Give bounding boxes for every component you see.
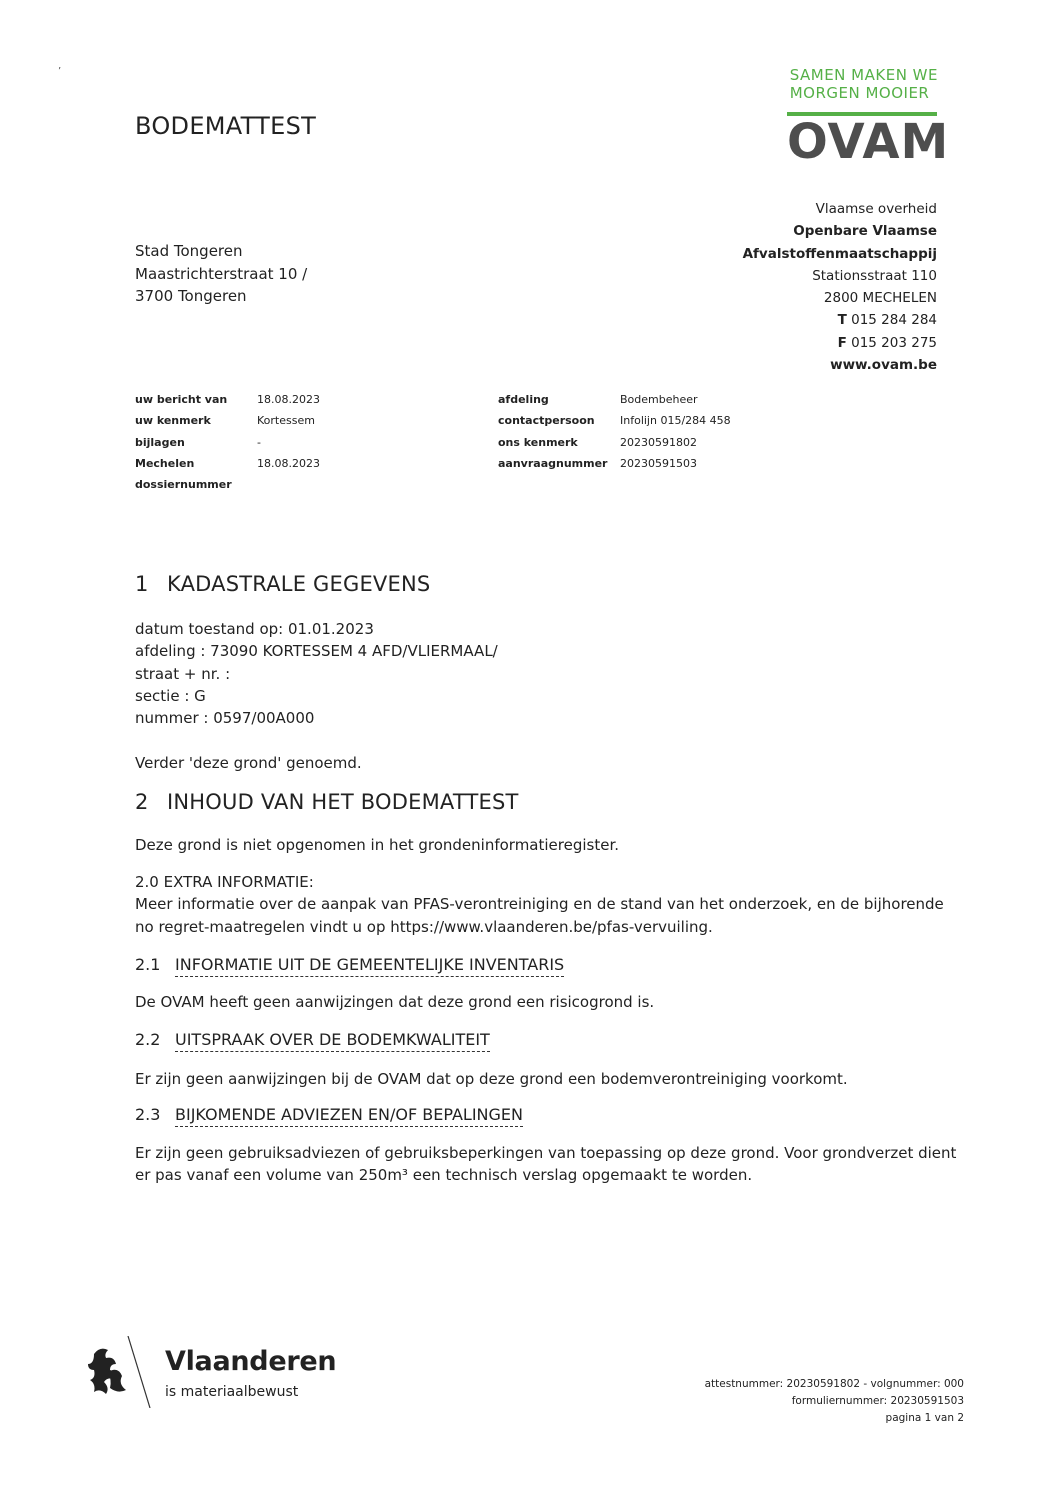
cadastral-division: afdeling : 73090 KORTESSEM 4 AFD/VLIERMAAL/ — [135, 642, 498, 661]
form-number: formuliernummer: 20230591503 — [791, 1395, 964, 1408]
subsection-2-3-text — [135, 1142, 965, 1187]
sender-city: 2800 MECHELEN — [823, 290, 937, 307]
ovam-slogan — [790, 66, 938, 102]
meta-value: 20230591503 — [620, 456, 697, 470]
meta-value: - — [257, 435, 261, 449]
cadastral-number: nummer : 0597/00A000 — [135, 709, 315, 728]
meta-label: afdeling — [498, 393, 549, 406]
meta-right-labels — [498, 389, 607, 474]
sender-agency-2: Afvalstoffenmaatschappij — [742, 245, 937, 262]
meta-value: Infolijn 015/284 458 — [620, 414, 731, 428]
section-2-intro: Deze grond is niet opgenomen in het grondeninformatieregister. — [135, 836, 620, 854]
document-title: BODEMATTEST — [135, 112, 317, 140]
sender-agency-1: Openbare Vlaamse — [793, 223, 937, 240]
subsection-2-1-text: De OVAM heeft geen aanwijzingen dat deze grond een risicogrond is. — [135, 993, 655, 1011]
subsection-2-1-heading: 2.1 INFORMATIE UIT DE GEMEENTELIJKE INVENTARIS — [135, 955, 564, 974]
extra-info — [135, 871, 965, 938]
meta-label: Mechelen — [135, 456, 195, 470]
subsection-2-2-heading: 2.2 UITSPRAAK OVER DE BODEMKWALITEIT — [135, 1030, 490, 1049]
meta-right-values — [620, 389, 731, 474]
meta-label: ons kenmerk — [498, 435, 578, 449]
cadastral-date: datum toestand op: 01.01.2023 — [135, 620, 374, 638]
extra-info-line-1: Meer informatie over de aanpak van PFAS-verontreiniging en de stand van het onderzoek, en de bijhorende — [135, 895, 944, 914]
meta-value: Bodembeheer — [620, 393, 698, 406]
attest-number: attestnummer: 20230591802 - volgnummer: 000 — [704, 1378, 964, 1390]
meta-label: uw bericht van — [135, 393, 228, 406]
cadastral-details — [135, 618, 965, 729]
cadastral-street: straat + nr. : — [135, 664, 231, 683]
sender-street: Stationsstraat 110 — [812, 267, 937, 284]
meta-value: 18.08.2023 — [257, 393, 320, 406]
extra-info-title: 2.0 EXTRA INFORMATIE: — [135, 873, 314, 891]
subsection-2-3-line-2: er pas vanaf een volume van 250m³ een technisch verslag opgemaakt te worden. — [135, 1166, 753, 1185]
meta-value: 18.08.2023 — [257, 456, 320, 470]
cadastral-closing: Verder 'deze grond' genoemd. — [135, 754, 362, 772]
page-footer — [705, 1376, 964, 1428]
vlaanderen-tagline: is materiaalbewust — [165, 1384, 299, 1400]
slogan-line-1: SAMEN MAKEN WE — [789, 66, 938, 84]
cadastral-section: sectie : G — [135, 686, 206, 705]
meta-label: dossiernummer — [135, 478, 232, 492]
meta-label: aanvraagnummer — [498, 456, 608, 470]
vlaanderen-wordmark: Vlaanderen — [165, 1346, 337, 1377]
ovam-logo: OVAM — [787, 114, 950, 170]
scan-mark: ’ — [58, 66, 62, 77]
sender-website: www.ovam.be — [830, 357, 937, 374]
page-number: pagina 1 van 2 — [885, 1412, 964, 1425]
addressee-name: Stad Tongeren — [135, 242, 243, 260]
slogan-line-2: MORGEN MOOIER — [789, 84, 930, 102]
sender-phone: T 015 284 284 — [837, 312, 937, 329]
section-1-heading: 1 KADASTRALE GEGEVENS — [135, 572, 431, 596]
subsection-2-2-text: Er zijn geen aanwijzingen bij de OVAM dat op deze grond een bodemverontreiniging voorkomt. — [135, 1070, 848, 1088]
addressee-street: Maastrichterstraat 10 / — [135, 264, 308, 283]
flemish-lion-logo-icon — [88, 1336, 156, 1408]
meta-label: contactpersoon — [498, 414, 595, 428]
meta-label: bijlagen — [135, 435, 185, 449]
meta-value: 20230591802 — [620, 435, 697, 449]
section-2-heading: 2 INHOUD VAN HET BODEMATTEST — [135, 790, 519, 814]
addressee-block — [135, 240, 307, 308]
sender-address — [743, 198, 937, 376]
subsection-2-3-heading: 2.3 BIJKOMENDE ADVIEZEN EN/OF BEPALINGEN — [135, 1105, 523, 1124]
meta-left-values — [257, 389, 320, 474]
meta-value: Kortessem — [257, 414, 315, 428]
meta-left-labels — [135, 389, 232, 495]
sender-org: Vlaamse overheid — [815, 201, 937, 217]
meta-label: uw kenmerk — [135, 414, 211, 428]
sender-fax: F 015 203 275 — [837, 334, 937, 351]
addressee-city: 3700 Tongeren — [135, 287, 247, 305]
extra-info-line-2: no regret-maatregelen vindt u op https://www.vlaanderen.be/pfas-vervuiling. — [135, 917, 713, 936]
subsection-2-3-line-1: Er zijn geen gebruiksadviezen of gebruiksbeperkingen van toepassing op deze grond. Voor grondverzet dient — [135, 1144, 957, 1162]
